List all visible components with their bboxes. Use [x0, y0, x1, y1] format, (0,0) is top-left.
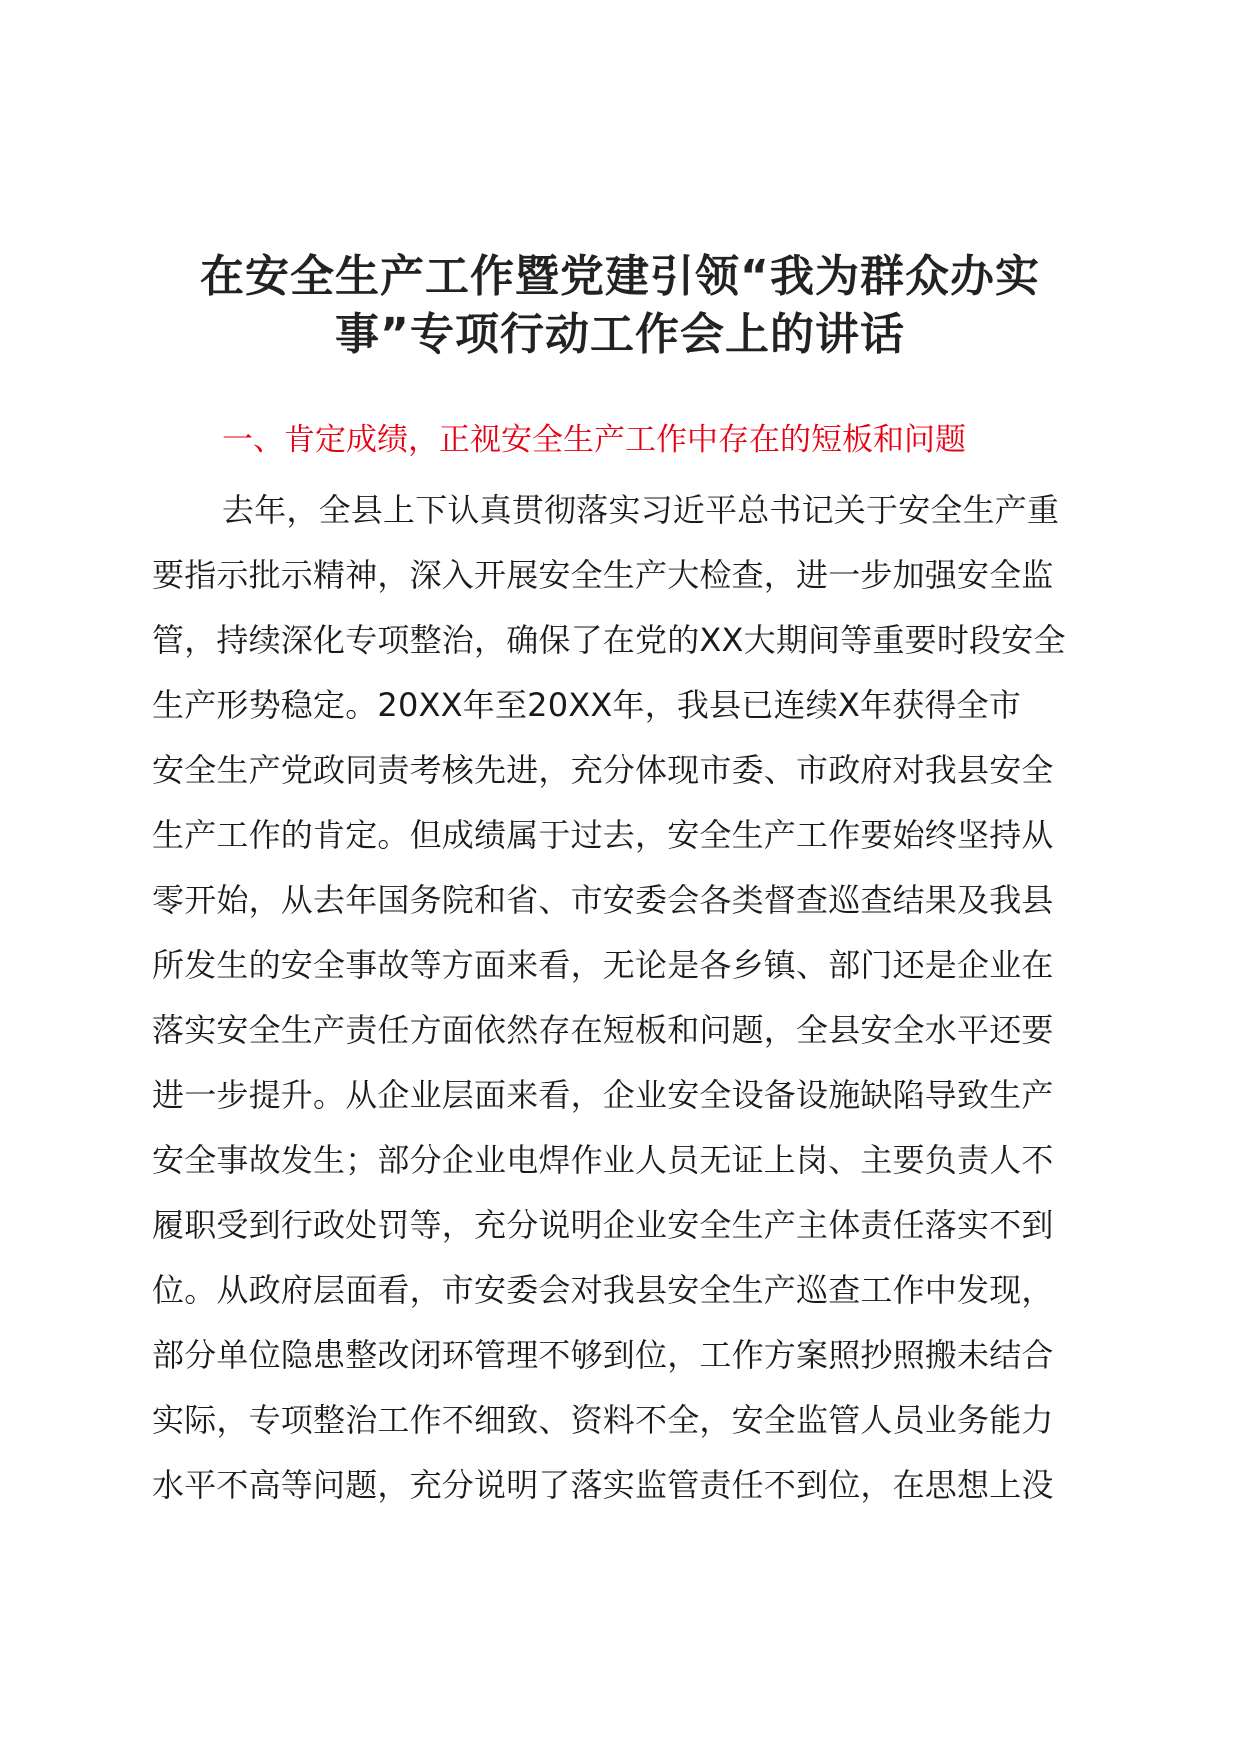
title-line: 事”专项行动工作会上的讲话: [335, 309, 905, 360]
section-heading: 一、肯定成绩，正视安全生产工作中存在的短板和问题: [222, 422, 966, 458]
paragraph-line: 进一步提升。从企业层面来看，企业安全设备设施缺陷导致生产: [152, 1076, 1054, 1114]
paragraph-line: 生产工作的肯定。但成绩属于过去，安全生产工作要始终坚持从: [152, 816, 1054, 854]
paragraph-line: 实际，专项整治工作不细致、资料不全，安全监管人员业务能力: [152, 1401, 1054, 1439]
title-line: 在安全生产工作暨党建引领“我为群众办实: [200, 251, 1040, 302]
paragraph-line: 履职受到行政处罚等，充分说明企业安全生产主体责任落实不到: [152, 1206, 1054, 1244]
paragraph-line: 安全生产党政同责考核先进，充分体现市委、市政府对我县安全: [152, 751, 1054, 789]
paragraph-line: 安全事故发生；部分企业电焊作业人员无证上岗、主要负责人不: [152, 1141, 1054, 1179]
body-paragraph: [152, 478, 1092, 1518]
paragraph-line: 落实安全生产责任方面依然存在短板和问题，全县安全水平还要: [152, 1011, 1054, 1049]
paragraph-line: 所发生的安全事故等方面来看，无论是各乡镇、部门还是企业在: [152, 946, 1054, 984]
paragraph-line: 去年，全县上下认真贯彻落实习近平总书记关于安全生产重: [222, 491, 1060, 529]
paragraph-line: 部分单位隐患整改闭环管理不够到位，工作方案照抄照搬未结合: [152, 1336, 1054, 1374]
paragraph-line: 生产形势稳定。20XX年至20XX年，我县已连续X年获得全市: [152, 686, 1022, 724]
document-title: [150, 248, 1090, 364]
paragraph-line: 要指示批示精神，深入开展安全生产大检查，进一步加强安全监: [152, 556, 1054, 594]
paragraph-line: 位。从政府层面看，市安委会对我县安全生产巡查工作中发现，: [152, 1271, 1054, 1309]
paragraph-line: 管，持续深化专项整治，确保了在党的XX大期间等重要时段安全: [152, 621, 1066, 659]
paragraph-line: 水平不高等问题，充分说明了落实监管责任不到位，在思想上没: [152, 1466, 1054, 1504]
paragraph-line: 零开始，从去年国务院和省、市安委会各类督查巡查结果及我县: [152, 881, 1054, 919]
